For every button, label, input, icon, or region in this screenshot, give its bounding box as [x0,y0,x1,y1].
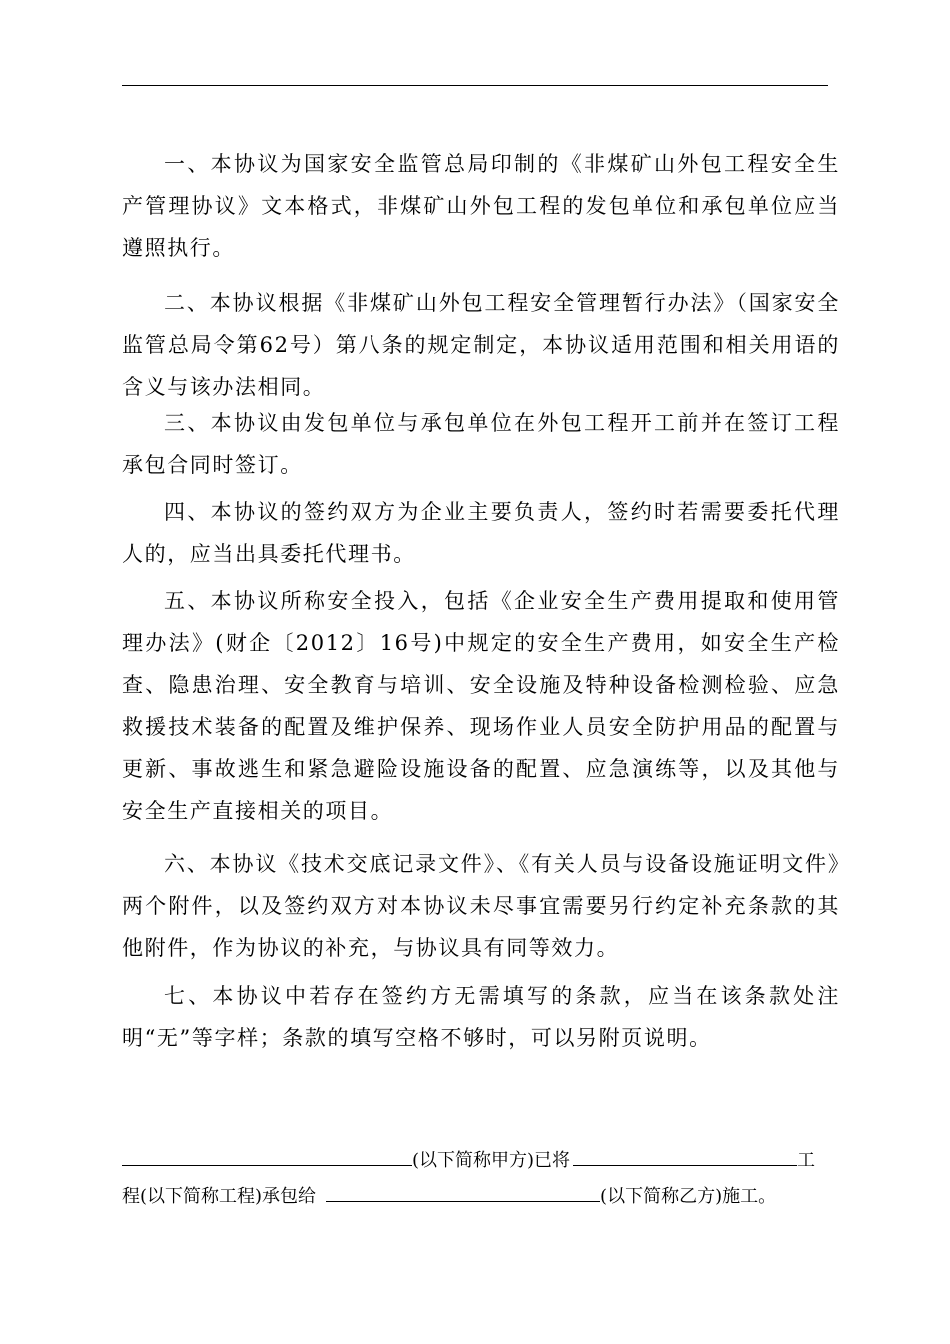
fill-in-line-2 [122,1183,776,1210]
header-rule [122,85,828,86]
party-b-blank[interactable] [326,1183,600,1202]
clause-4: 四、本协议的签约双方为企业主要负责人，签约时若需要委托代理人的，应当出具委托代理书。 [122,500,840,566]
clause-7: 七、本协议中若存在签约方无需填写的条款，应当在该条款处注明“无”等字样；条款的填写空格不够时，可以另附页说明。 [122,984,840,1050]
clause-2: 二、本协议根据《非煤矿山外包工程安全管理暂行办法》（国家安全监管总局令第62号）第八条的规定制定，本协议适用范围和相关用语的含义与该办法相同。 [122,291,840,399]
party-b-suffix: (以下简称乙方)施工。 [600,1186,777,1207]
project-name-blank[interactable] [573,1147,797,1166]
clause-5: 五、本协议所称安全投入，包括《企业安全生产费用提取和使用管理办法》(财企〔2012〕16号)中规定的安全生产费用，如安全生产检查、隐患治理、安全教育与培训、安全设施及特种设备检测检验、应急救援技术装备的配置及维护保养、现场作业人员安全防护用品的配置与更新、事故逃生和紧急避险设施设备的配置、应急演练等，以及其他与安全生产直接相关的项目。 [122,589,840,823]
party-a-blank[interactable] [122,1147,412,1166]
clause-3: 三、本协议由发包单位与承包单位在外包工程开工前并在签订工程承包合同时签订。 [122,411,840,477]
fill-in-line-1 [122,1147,815,1174]
clause-1: 一、本协议为国家安全监管总局印制的《非煤矿山外包工程安全生产管理协议》文本格式，非煤矿山外包工程的发包单位和承包单位应当遵照执行。 [122,152,840,260]
clause-6: 六、本协议《技术交底记录文件》、《有关人员与设备设施证明文件》两个附件，以及签约双方对本协议未尽事宜需要另行约定补充条款的其他附件，作为协议的补充，与协议具有同等效力。 [122,852,840,960]
project-suffix: 程(以下简称工程)承包给 [122,1186,317,1207]
project-end-char: 工 [797,1150,816,1171]
party-a-suffix: (以下简称甲方)已将 [412,1150,571,1171]
